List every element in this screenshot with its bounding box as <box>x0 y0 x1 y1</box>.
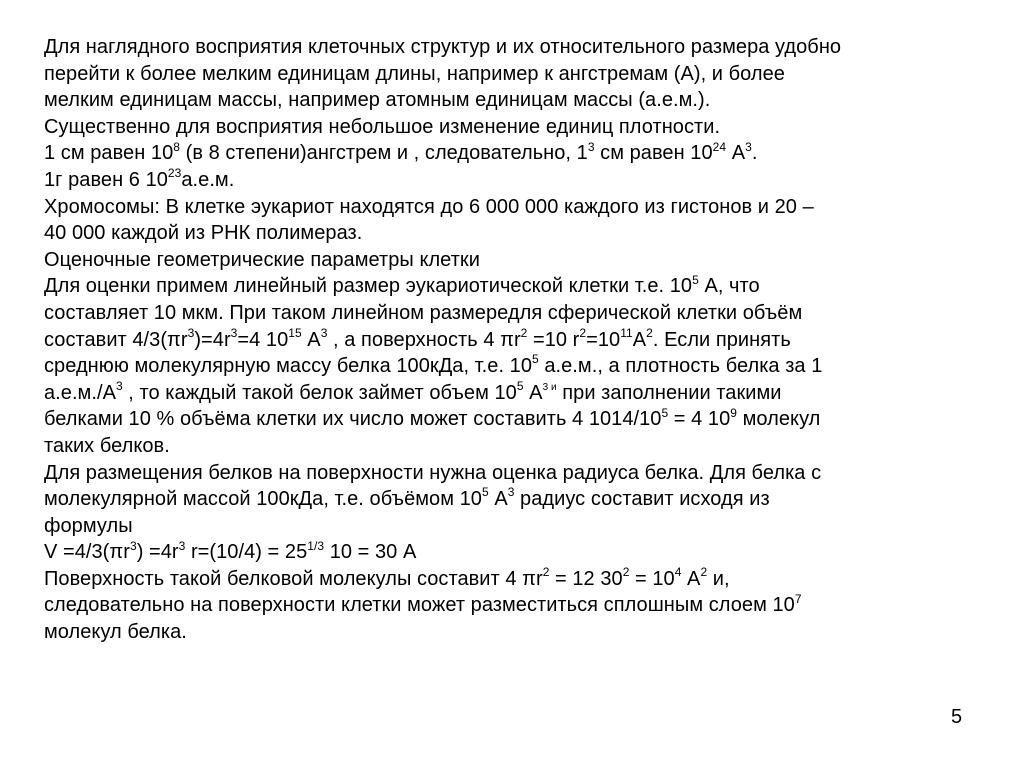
text-run: ) =4r <box>136 541 179 564</box>
text-run: молекул белка. <box>44 621 187 644</box>
text-line <box>44 34 994 61</box>
text-line <box>44 460 994 487</box>
superscript: 5 <box>692 272 699 287</box>
superscript: 3 <box>507 485 515 500</box>
text-line <box>44 273 994 300</box>
text-line <box>44 406 994 433</box>
superscript: 11 <box>620 325 633 340</box>
text-run: А <box>632 328 647 351</box>
superscript: 3 и <box>542 382 557 394</box>
superscript: 2 <box>520 325 528 340</box>
text-run: Оценочные геометрические параметры клетки <box>44 248 480 271</box>
superscript: 2 <box>542 565 550 580</box>
text-line <box>44 114 994 141</box>
slide-body-text <box>44 34 994 646</box>
text-line <box>44 619 994 646</box>
superscript: 5 <box>661 405 669 420</box>
text-run: радиус составит исходя из <box>514 488 770 511</box>
text-line <box>44 433 994 460</box>
text-run: А <box>488 488 508 511</box>
text-run: Существенно для восприятия небольшое изменение единиц плотности. <box>44 115 721 138</box>
text-run: =10 r <box>527 328 580 351</box>
superscript: 4 <box>674 565 682 580</box>
text-run: V =4/3(πr <box>44 541 130 564</box>
text-line <box>44 486 994 513</box>
text-run: 10 = 30 А <box>324 541 417 564</box>
text-run: мелким единицам массы, например атомным единицам массы (а.е.м.). <box>44 89 711 112</box>
text-run: , то каждый такой белок займет объем 10 <box>122 381 517 404</box>
text-run: молекулярной массой 100кДа, т.е. объёмом 10 <box>44 488 482 511</box>
text-line <box>44 167 994 194</box>
superscript: 3 <box>129 538 137 553</box>
text-run: а.е.м., а плотность белка за 1 <box>538 355 823 378</box>
text-line <box>44 327 994 354</box>
superscript: 7 <box>794 591 802 606</box>
text-run: . Если принять <box>652 328 791 351</box>
superscript: 1/3 <box>307 538 325 553</box>
superscript: 8 <box>173 139 180 154</box>
superscript: 2 <box>579 325 587 340</box>
text-run: )=4r <box>194 328 231 351</box>
text-run: среднюю молекулярную массу белка 100кДа, т.е. 10 <box>44 355 533 378</box>
superscript: 3 <box>115 379 123 394</box>
text-run: . <box>751 142 758 165</box>
text-line <box>44 513 994 540</box>
superscript: 3 <box>745 139 752 154</box>
superscript: 9 <box>730 405 738 420</box>
text-run: А, что <box>698 275 760 298</box>
text-run: А <box>681 567 701 590</box>
text-run: см равен 10 <box>594 142 713 165</box>
superscript: 3 <box>587 139 595 154</box>
superscript: 2 <box>646 325 653 340</box>
superscript: 3 <box>230 325 238 340</box>
text-run: r=(10/4) = 25 <box>185 541 308 564</box>
text-run: А <box>301 328 321 351</box>
superscript: 5 <box>532 352 539 367</box>
text-run: а.е.м. <box>181 168 235 191</box>
text-run: = 4 10 <box>668 408 731 431</box>
page-number: 5 <box>951 706 963 728</box>
text-run: Для размещения белков на поверхности нужна оценка радиуса белка. Для белка с <box>44 461 822 484</box>
superscript: 2 <box>622 565 630 580</box>
text-run: формулы <box>44 514 133 537</box>
text-run: составляет 10 мкм. При таком линейном размередля сферической клетки объём <box>44 301 803 324</box>
text-line <box>44 592 994 619</box>
text-line <box>44 220 994 247</box>
text-line <box>44 247 994 274</box>
superscript: 5 <box>481 485 489 500</box>
text-line <box>44 539 994 566</box>
text-run: таких белков. <box>44 434 170 457</box>
superscript: 5 <box>516 379 524 394</box>
text-line <box>44 87 994 114</box>
superscript: 3 <box>320 325 328 340</box>
text-run: при заполнении такими <box>556 381 782 404</box>
text-run: и, <box>707 567 730 590</box>
text-line <box>44 61 994 88</box>
text-line <box>44 380 994 407</box>
superscript: 23 <box>167 166 182 181</box>
text-run: А <box>726 142 746 165</box>
text-run: = 12 30 <box>549 567 623 590</box>
superscript: 24 <box>712 139 727 154</box>
text-run: следовательно на поверхности клетки может разместиться сплошным слоем 10 <box>44 594 795 617</box>
text-run: Для оценки примем линейный размер эукариотической клетки т.е. 10 <box>44 275 693 298</box>
text-line <box>44 566 994 593</box>
text-run: перейти к более мелким единицам длины, например к ангстремам (А), и более <box>44 62 785 85</box>
text-run: а.е.м./А <box>44 381 116 404</box>
text-run: 1 см равен 10 <box>44 142 174 165</box>
text-line <box>44 353 994 380</box>
text-run: Поверхность такой белковой молекулы составит 4 πr <box>44 567 543 590</box>
text-run: А <box>523 381 543 404</box>
text-run: (в 8 степени)ангстрем и , следовательно, 1 <box>180 142 588 165</box>
text-run: белками 10 % объёма клетки их число может составить 4 1014/10 <box>44 408 662 431</box>
text-run: 1г равен 6 10 <box>44 168 168 191</box>
text-line <box>44 300 994 327</box>
text-run: , а поверхность 4 πr <box>327 328 521 351</box>
text-line <box>44 194 994 221</box>
text-run: составит 4/3(πr <box>44 328 188 351</box>
text-run: молекул <box>737 408 821 431</box>
superscript: 2 <box>700 565 708 580</box>
text-run: =4 10 <box>237 328 289 351</box>
text-line <box>44 140 994 167</box>
superscript: 3 <box>178 538 186 553</box>
text-run: Для наглядного восприятия клеточных структур и их относительного размера удобно <box>44 36 842 58</box>
superscript: 3 <box>187 325 195 340</box>
superscript: 15 <box>288 325 302 340</box>
text-run: Хромосомы: В клетке эукариот находятся до 6 000 000 каждого из гистонов и 20 – <box>44 195 814 218</box>
text-run: =10 <box>586 328 621 351</box>
text-run: 40 000 каждой из РНК полимераз. <box>44 222 363 245</box>
text-run: = 10 <box>629 567 675 590</box>
